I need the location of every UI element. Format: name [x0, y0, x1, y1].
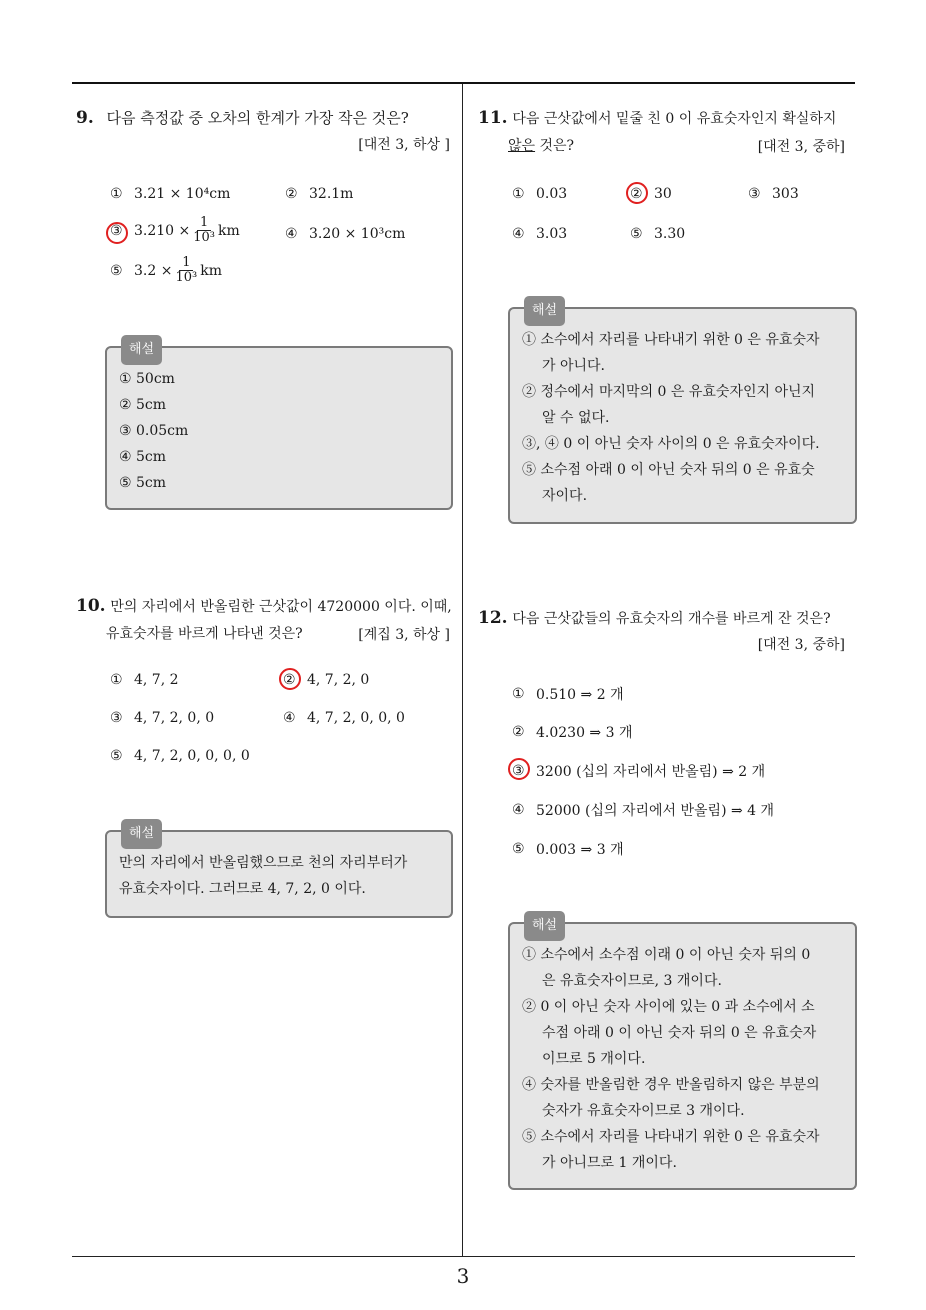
q11-solution-box — [508, 303, 857, 524]
option-symbol: ③ — [110, 710, 123, 726]
solution-line-cont: 가 아니다. — [542, 358, 605, 374]
solution-line: ⑤ 소수점 아래 0 이 아닌 숫자 뒤의 0 은 유효숫 — [522, 462, 815, 478]
q12-option-5[interactable] — [512, 839, 624, 859]
column-divider — [462, 84, 463, 1256]
option-symbol: ① — [512, 686, 525, 702]
q11-number: 11. — [478, 108, 508, 128]
q12-option-1[interactable] — [512, 684, 624, 704]
q9-number: 9. — [76, 108, 94, 128]
solution-line: ① 소수에서 소수점 이래 0 이 아닌 숫자 뒤의 0 — [522, 947, 811, 963]
q9-stem — [76, 104, 409, 132]
q9-option-2[interactable] — [285, 186, 353, 202]
solution-line-cont: 자이다. — [542, 488, 588, 504]
q11-option-1[interactable] — [512, 186, 567, 202]
q9-solution-box — [105, 342, 453, 510]
option-text: 3200 (십의 자리에서 반올림) ⇒ 2 개 — [536, 764, 766, 780]
solution-line: ③ 0.05cm — [119, 423, 189, 439]
option-symbol: ③ — [110, 222, 123, 239]
q9-text: 다음 측정값 중 오차의 한계가 가장 작은 것은? — [106, 109, 409, 127]
option-symbol: ④ — [512, 226, 525, 242]
solution-line: ④ 5cm — [119, 449, 167, 465]
option-text: 52000 (십의 자리에서 반올림) ⇒ 4 개 — [536, 803, 775, 819]
option-symbol: ① — [512, 186, 525, 202]
option-text: 3.20 × 10³cm — [309, 226, 406, 242]
option-text: 4, 7, 2, 0, 0, 0 — [307, 710, 405, 726]
answer-mark-circle — [626, 182, 648, 204]
solution-line: ④ 숫자를 반올림한 경우 반올림하지 않은 부분의 — [522, 1077, 820, 1093]
option-text: 3.30 — [654, 226, 686, 242]
q11-option-4[interactable] — [512, 226, 567, 242]
q10-option-3[interactable] — [110, 710, 214, 726]
top-rule — [72, 82, 855, 84]
q12-option-3[interactable] — [512, 761, 765, 781]
fraction-denominator: 10³ — [193, 230, 216, 245]
q10-option-5[interactable] — [110, 748, 250, 764]
option-symbol: ⑤ — [110, 748, 123, 764]
solution-line-cont: 수점 아래 0 이 아닌 숫자 뒤의 0 은 유효숫자 — [542, 1025, 817, 1041]
option-text: 303 — [772, 186, 799, 202]
q11-option-3[interactable] — [748, 186, 799, 202]
option-symbol: ② — [285, 186, 298, 202]
option-symbol: ① — [110, 672, 123, 688]
page-number: 3 — [456, 1264, 470, 1288]
q10-option-4[interactable] — [283, 710, 405, 726]
q11-text-rest: 것은? — [535, 138, 575, 154]
fraction-numerator: 1 — [179, 256, 193, 271]
solution-line: ⑤ 5cm — [119, 475, 167, 491]
q11-meta: [대전 3, 중하] — [757, 139, 845, 155]
q10-stem — [76, 592, 456, 621]
fraction — [193, 216, 215, 245]
option-text: 4, 7, 2, 0, 0, 0, 0 — [134, 748, 250, 764]
solution-line: ⑤ 소수에서 자리를 나타내기 위한 0 은 유효숫자 — [522, 1129, 820, 1145]
answer-mark-circle — [508, 758, 530, 780]
solution-line-cont: 가 아니므로 1 개이다. — [542, 1155, 677, 1171]
option-unit: km — [200, 262, 222, 279]
q11-text-line1: 다음 근삿값에서 밑줄 친 0 이 유효숫자인지 확실하지 — [512, 111, 837, 127]
option-symbol: ⑤ — [630, 226, 643, 242]
option-symbol: ⑤ — [512, 841, 525, 857]
q12-stem — [478, 604, 862, 633]
solution-line: ② 0 이 아닌 숫자 사이에 있는 0 과 소수에서 소 — [522, 999, 815, 1015]
q9-option-1[interactable] — [110, 186, 230, 202]
option-text: 4, 7, 2 — [134, 672, 179, 688]
q12-number: 12. — [478, 608, 508, 628]
q12-text: 다음 근삿값들의 유효숫자의 개수를 바르게 잔 것은? — [512, 611, 831, 627]
q11-option-5[interactable] — [630, 226, 685, 242]
q11-stem — [478, 104, 858, 133]
bottom-rule — [72, 1256, 855, 1257]
solution-tag: 해설 — [524, 296, 565, 326]
option-text: 3.2 × — [134, 262, 173, 279]
option-symbol: ① — [110, 186, 123, 202]
option-text: 4, 7, 2, 0 — [307, 672, 370, 688]
q11-underlined-word: 않은 — [508, 138, 536, 154]
option-text: 32.1m — [309, 186, 354, 202]
solution-line: 유효숫자이다. 그러므로 4, 7, 2, 0 이다. — [119, 881, 366, 897]
option-text: 3.210 × — [134, 222, 191, 239]
q12-meta: [대전 3, 중하] — [757, 637, 845, 653]
option-symbol: ② — [512, 724, 525, 740]
option-symbol: ⑤ — [110, 262, 123, 279]
option-symbol: ④ — [285, 226, 298, 242]
q10-solution-box — [105, 826, 453, 918]
option-symbol: ② — [283, 672, 296, 688]
option-text: 4.0230 ⇒ 3 개 — [536, 725, 633, 741]
solution-line: 만의 자리에서 반올림했으므로 천의 자리부터가 — [119, 855, 408, 871]
q11-text-line2 — [508, 132, 574, 160]
q9-option-4[interactable] — [285, 226, 405, 242]
option-text: 3.21 × 10⁴cm — [134, 186, 231, 202]
option-symbol: ④ — [283, 710, 296, 726]
option-text: 30 — [654, 186, 672, 202]
q9-option-3[interactable] — [110, 216, 240, 245]
fraction-denominator: 10³ — [175, 270, 198, 285]
q10-option-1[interactable] — [110, 672, 179, 688]
option-symbol: ③ — [512, 763, 525, 779]
q10-meta: [계집 3, 하상 ] — [358, 627, 450, 643]
solution-tag: 해설 — [121, 335, 162, 365]
fraction-numerator: 1 — [197, 216, 211, 231]
option-unit: km — [218, 222, 240, 239]
option-text: 4, 7, 2, 0, 0 — [134, 710, 215, 726]
solution-line: ① 소수에서 자리를 나타내기 위한 0 은 유효숫자 — [522, 332, 820, 348]
solution-tag: 해설 — [121, 819, 162, 849]
q10-text-line1: 만의 자리에서 반올림한 근삿값이 4720000 이다. 이때, — [110, 599, 452, 615]
solution-line-cont: 은 유효숫자이므로, 3 개이다. — [542, 973, 722, 989]
option-text: 0.510 ⇒ 2 개 — [536, 687, 624, 703]
solution-line: ② 5cm — [119, 397, 167, 413]
option-symbol: ② — [630, 186, 643, 202]
fraction — [175, 256, 197, 285]
option-text: 0.003 ⇒ 3 개 — [536, 842, 624, 858]
option-symbol: ③ — [748, 186, 761, 202]
option-text: 3.03 — [536, 226, 568, 242]
answer-mark-circle — [106, 222, 128, 244]
q12-solution-box — [508, 918, 857, 1190]
q12-option-2[interactable] — [512, 722, 633, 742]
q12-option-4[interactable] — [512, 800, 774, 820]
solution-line-cont: 숫자가 유효숫자이므로 3 개이다. — [542, 1103, 745, 1119]
solution-line-cont: 이므로 5 개이다. — [542, 1051, 646, 1067]
solution-line: ② 정수에서 마지막의 0 은 유효숫자인지 아닌지 — [522, 384, 816, 400]
q10-text-line2: 유효숫자를 바르게 나타낸 것은? — [106, 626, 303, 642]
answer-mark-circle — [279, 668, 301, 690]
q9-meta: [대전 3, 하상 ] — [358, 137, 450, 153]
q10-number: 10. — [76, 596, 106, 616]
q9-option-5[interactable] — [110, 256, 222, 285]
solution-line-cont: 알 수 없다. — [542, 410, 610, 426]
option-text: 0.03 — [536, 186, 568, 202]
solution-line: ① 50cm — [119, 371, 175, 387]
solution-line: ③, ④ 0 이 아닌 숫자 사이의 0 은 유효숫자이다. — [522, 436, 820, 452]
option-symbol: ④ — [512, 802, 525, 818]
solution-tag: 해설 — [524, 911, 565, 941]
